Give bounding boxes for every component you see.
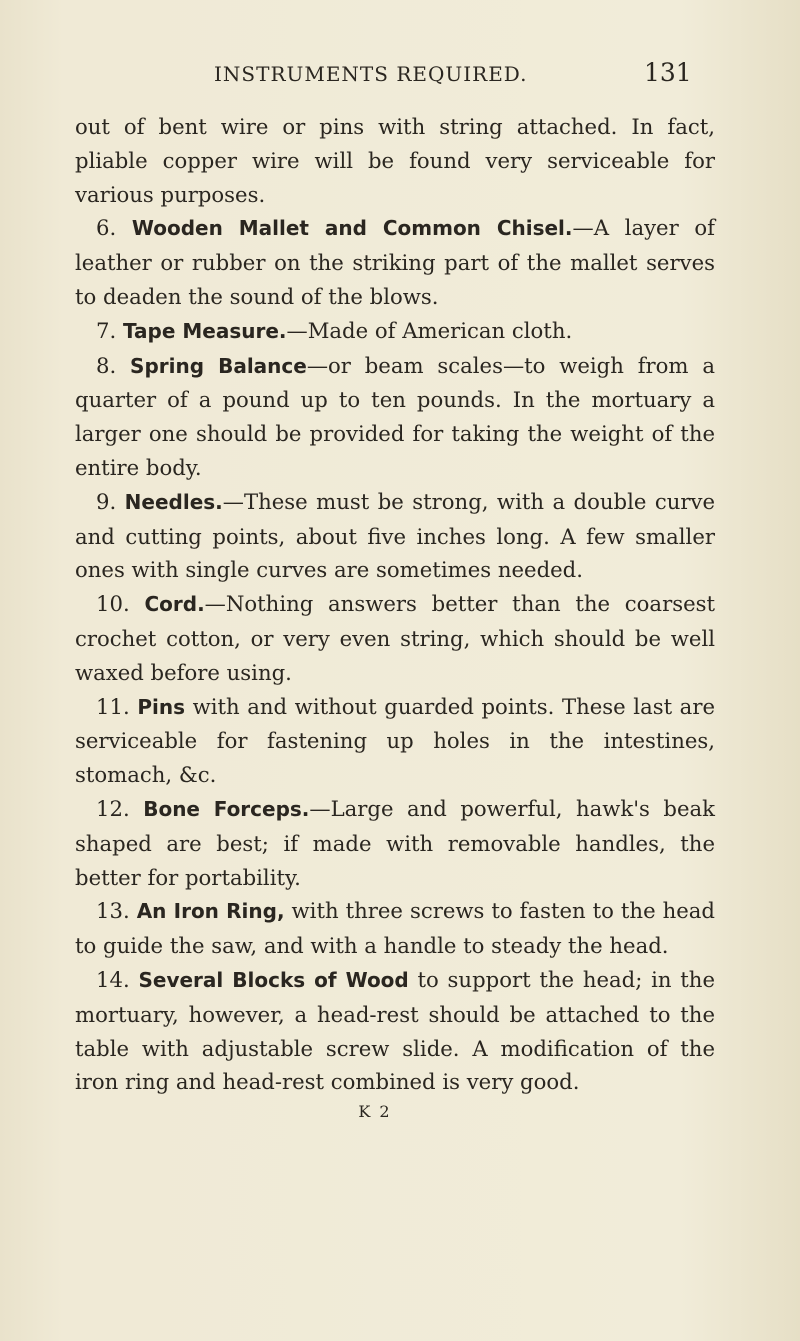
- item-text: with and without guarded points. These last are serviceable for fastening up holes in the intestines, stomach, &c.: [75, 693, 715, 788]
- item-title: Tape Measure.: [122, 318, 287, 343]
- item-number: 6.: [96, 215, 117, 241]
- signature-mark: K 2: [358, 1102, 392, 1122]
- paragraph-continuation: [75, 110, 715, 211]
- item-title: An Iron Ring,: [136, 899, 285, 924]
- item-text: —Nothing answers better than the coarsest crochet cotton, or very even string, which should be well waxed before using.: [75, 591, 715, 685]
- item-number: 14.: [96, 966, 130, 992]
- item-title: Bone Forceps.: [143, 796, 310, 821]
- list-item-8: [75, 349, 715, 485]
- body-text: [75, 110, 715, 1125]
- item-text: —Large and powerful, hawk's beak shaped are best; if made with removable handles, the better for portability.: [75, 795, 715, 890]
- running-title: INSTRUMENTS REQUIRED.: [214, 62, 528, 86]
- paragraph-text: out of bent wire or pins with string attached. In fact, pliable copper wire will be found very serviceable for various purposes.: [75, 114, 715, 207]
- item-title: Several Blocks of Wood: [138, 967, 409, 992]
- item-number: 13.: [96, 898, 130, 924]
- list-item-11: [75, 690, 715, 792]
- item-title: Needles.: [124, 489, 223, 514]
- item-number: 11.: [96, 693, 130, 719]
- list-item-6: [75, 211, 715, 313]
- item-number: 8.: [96, 352, 117, 378]
- item-text: —These must be strong, with a double curve and cutting points, about five inches long. A few smaller ones with single curves are sometimes needed.: [75, 488, 715, 583]
- item-text: —Made of American cloth.: [286, 317, 573, 343]
- running-head: [0, 58, 800, 88]
- list-item-14: [75, 963, 715, 1099]
- item-text: to support the head; in the mortuary, however, a head-rest should be attached to the table with adjustable screw slide. A modification of the iron ring and head-rest combined is very good.: [75, 966, 715, 1095]
- list-item-13: [75, 894, 715, 963]
- item-title: Wooden Mallet and Common Chisel.: [131, 216, 573, 241]
- page-number: 131: [644, 58, 692, 87]
- item-number: 7.: [96, 317, 117, 343]
- item-title: Cord.: [144, 592, 205, 617]
- item-title: Pins: [137, 694, 185, 719]
- list-item-9: [75, 485, 715, 587]
- list-item-12: [75, 792, 715, 894]
- list-item-10: [75, 587, 715, 689]
- item-title: Spring Balance: [130, 353, 307, 378]
- item-text: —or beam scales—to weigh from a quarter of a pound up to ten pounds. In the mortuary a larger one should be provided for taking the weight of the entire body.: [75, 352, 715, 480]
- item-number: 9.: [96, 488, 117, 514]
- item-text: —A layer of leather or rubber on the striking part of the mallet serves to deaden the sound of the blows.: [75, 215, 715, 309]
- item-text: with three screws to fasten to the head to guide the saw, and with a handle to steady the head.: [75, 898, 715, 959]
- list-item-7: [75, 314, 715, 349]
- item-number: 10.: [96, 591, 130, 617]
- item-number: 12.: [96, 795, 130, 821]
